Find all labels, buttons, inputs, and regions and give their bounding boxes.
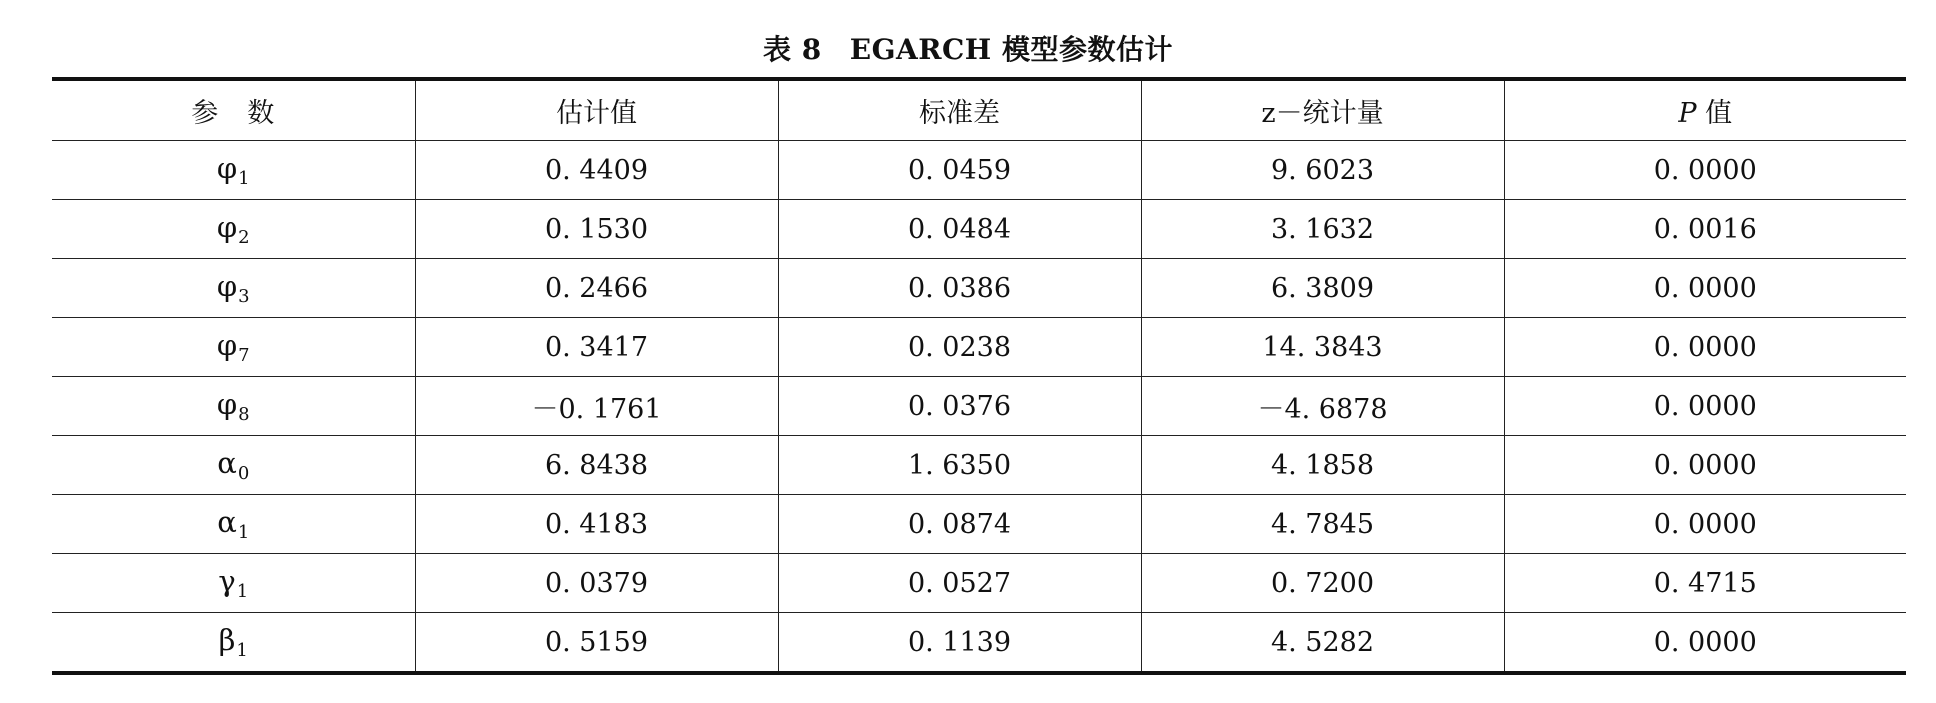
parameter-cell (52, 200, 415, 259)
param-subscript: 8 (238, 404, 250, 425)
p-value-cell: 0. 0000 (1504, 259, 1906, 318)
param-symbol: φ (216, 269, 238, 303)
param-symbol: γ (218, 564, 236, 598)
header-p-value (1504, 79, 1906, 141)
z-stat-cell: 3. 1632 (1141, 200, 1504, 259)
std-error-cell: 0. 0527 (778, 554, 1141, 613)
estimate-cell: 0. 4183 (415, 495, 778, 554)
std-error-cell: 0. 1139 (778, 613, 1141, 674)
param-subscript: 3 (238, 286, 250, 307)
table-title: EGARCH 模型参数估计 (849, 33, 1173, 66)
estimate-cell: －0. 1761 (415, 377, 778, 436)
parameter-cell (52, 259, 415, 318)
param-subscript: 0 (237, 463, 250, 484)
z-stat-cell: 14. 3843 (1141, 318, 1504, 377)
estimate-cell: 0. 2466 (415, 259, 778, 318)
p-value-cell: 0. 0000 (1504, 377, 1906, 436)
param-symbol: φ (216, 210, 238, 244)
table-caption (0, 28, 1936, 68)
p-value-label: 值 (1705, 98, 1733, 129)
table-header-row (52, 79, 1906, 141)
p-value-cell: 0. 0000 (1504, 318, 1906, 377)
std-error-cell: 0. 0376 (778, 377, 1141, 436)
table-row (52, 318, 1906, 377)
std-error-cell: 0. 0484 (778, 200, 1141, 259)
parameter-cell (52, 613, 415, 674)
param-subscript: 1 (237, 522, 250, 543)
std-error-cell: 0. 0459 (778, 141, 1141, 200)
param-subscript: 2 (238, 227, 250, 248)
parameter-cell (52, 141, 415, 200)
z-stat-cell: 4. 7845 (1141, 495, 1504, 554)
param-symbol: α (217, 446, 237, 480)
z-stat-cell: 4. 1858 (1141, 436, 1504, 495)
param-symbol: φ (216, 328, 238, 362)
p-value-cell: 0. 0000 (1504, 613, 1906, 674)
parameter-cell (52, 377, 415, 436)
table-row (52, 436, 1906, 495)
table-row (52, 200, 1906, 259)
estimate-cell: 0. 3417 (415, 318, 778, 377)
table-row (52, 554, 1906, 613)
p-symbol: P (1678, 98, 1697, 129)
estimate-cell: 0. 1530 (415, 200, 778, 259)
p-value-cell: 0. 0016 (1504, 200, 1906, 259)
table-row (52, 259, 1906, 318)
z-stat-cell: 0. 7200 (1141, 554, 1504, 613)
table-number: 表 8 (763, 33, 822, 66)
param-subscript: 1 (236, 581, 249, 602)
parameter-cell (52, 554, 415, 613)
p-value-cell: 0. 0000 (1504, 436, 1906, 495)
param-symbol: φ (216, 151, 238, 185)
z-stat-cell: －4. 6878 (1141, 377, 1504, 436)
estimates-table (52, 77, 1906, 675)
parameter-cell (52, 436, 415, 495)
param-subscript: 1 (238, 168, 250, 189)
p-value-cell: 0. 0000 (1504, 141, 1906, 200)
param-symbol: φ (216, 387, 238, 421)
table-row (52, 141, 1906, 200)
estimate-cell: 0. 0379 (415, 554, 778, 613)
parameter-cell (52, 495, 415, 554)
std-error-cell: 0. 0386 (778, 259, 1141, 318)
table-row (52, 495, 1906, 554)
header-parameter: 参 数 (52, 79, 415, 141)
estimate-cell: 0. 4409 (415, 141, 778, 200)
z-stat-cell: 9. 6023 (1141, 141, 1504, 200)
header-z-statistic: z－统计量 (1141, 79, 1504, 141)
p-value-cell: 0. 4715 (1504, 554, 1906, 613)
table-row (52, 613, 1906, 674)
header-std-error: 标准差 (778, 79, 1141, 141)
param-subscript: 1 (236, 640, 248, 661)
header-estimate: 估计值 (415, 79, 778, 141)
parameter-cell (52, 318, 415, 377)
param-symbol: β (218, 623, 236, 657)
p-value-cell: 0. 0000 (1504, 495, 1906, 554)
std-error-cell: 0. 0238 (778, 318, 1141, 377)
param-symbol: α (217, 505, 237, 539)
estimate-cell: 0. 5159 (415, 613, 778, 674)
std-error-cell: 0. 0874 (778, 495, 1141, 554)
param-subscript: 7 (238, 345, 250, 366)
std-error-cell: 1. 6350 (778, 436, 1141, 495)
z-stat-cell: 4. 5282 (1141, 613, 1504, 674)
z-stat-cell: 6. 3809 (1141, 259, 1504, 318)
table-row (52, 377, 1906, 436)
estimate-cell: 6. 8438 (415, 436, 778, 495)
